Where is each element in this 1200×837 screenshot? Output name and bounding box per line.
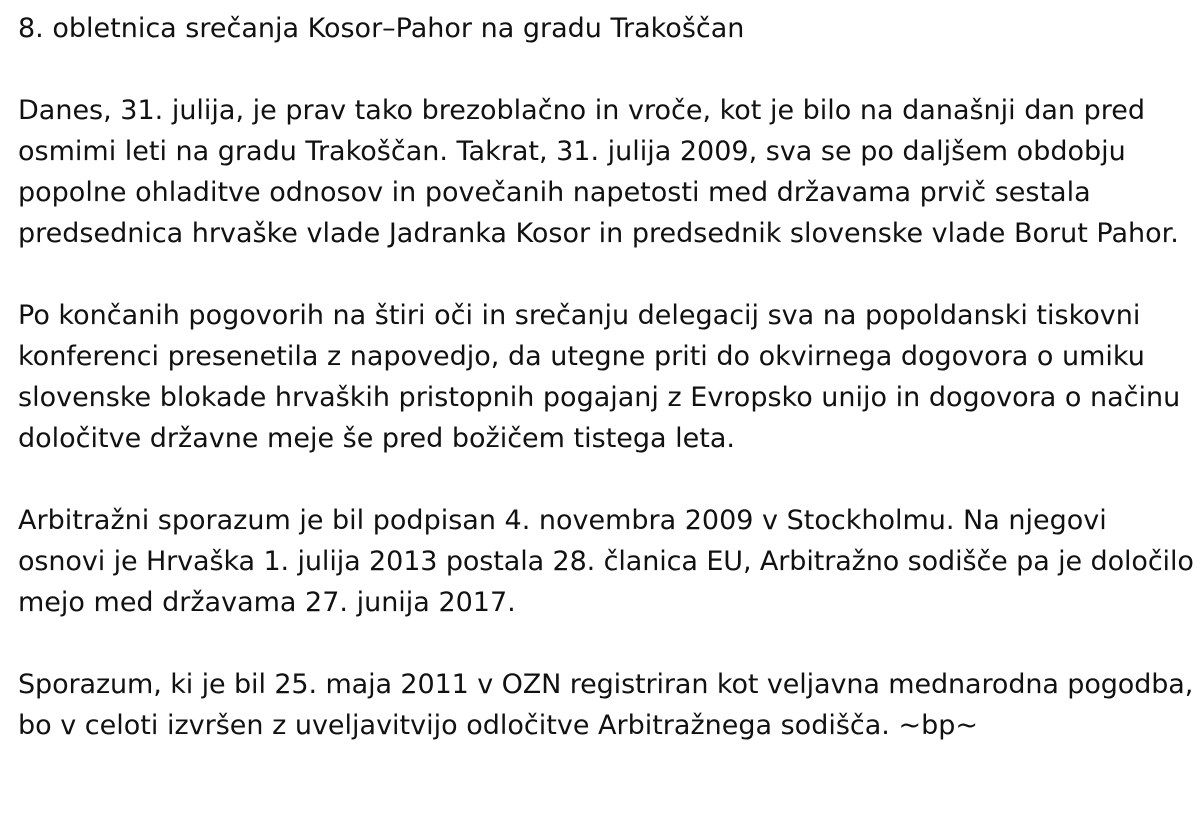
paragraph-line: določitve državne meje še pred božičem tistega leta. bbox=[18, 423, 735, 454]
paragraph-gap bbox=[18, 459, 1194, 500]
paragraph-line: popolne ohladitve odnosov in povečanih napetosti med državama prvič sestala bbox=[18, 177, 1091, 208]
paragraph-3 bbox=[18, 500, 1194, 623]
paragraph-line: osnovi je Hrvaška 1. julija 2013 postala 28. članica EU, Arbitražno sodišče pa je določilo bbox=[18, 546, 1194, 577]
paragraph-gap bbox=[18, 623, 1194, 664]
paragraph-line: Sporazum, ki je bil 25. maja 2011 v OZN registriran kot veljavna mednarodna pogodba, bbox=[18, 669, 1194, 700]
paragraph-line: slovenske blokade hrvaških pristopnih pogajanj z Evropsko unijo in dogovora o načinu bbox=[18, 382, 1181, 413]
document-title: 8. obletnica srečanja Kosor–Pahor na gradu Trakoščan bbox=[18, 13, 745, 44]
document-page bbox=[18, 8, 1194, 746]
paragraph-2 bbox=[18, 295, 1194, 459]
paragraph-1 bbox=[18, 90, 1194, 254]
paragraph-gap bbox=[18, 49, 1194, 90]
paragraph-line: mejo med državama 27. junija 2017. bbox=[18, 587, 516, 618]
paragraph-line: predsednica hrvaške vlade Jadranka Kosor in predsednik slovenske vlade Borut Pahor. bbox=[18, 218, 1179, 249]
paragraph-gap bbox=[18, 254, 1194, 295]
paragraph-line: Po končanih pogovorih na štiri oči in srečanju delegacij sva na popoldanski tiskovni bbox=[18, 300, 1141, 331]
paragraph-line: Arbitražni sporazum je bil podpisan 4. novembra 2009 v Stockholmu. Na njegovi bbox=[18, 505, 1107, 536]
paragraph-line: osmimi leti na gradu Trakoščan. Takrat, 31. julija 2009, sva se po daljšem obdobju bbox=[18, 136, 1126, 167]
paragraph-line: konferenci presenetila z napovedjo, da utegne priti do okvirnega dogovora o umiku bbox=[18, 341, 1145, 372]
paragraph-line: bo v celoti izvršen z uveljavitvijo odločitve Arbitražnega sodišča. ~bp~ bbox=[18, 710, 978, 741]
paragraph-line: Danes, 31. julija, je prav tako brezoblačno in vroče, kot je bilo na današnji dan pred bbox=[18, 95, 1146, 126]
paragraph-4 bbox=[18, 664, 1194, 746]
